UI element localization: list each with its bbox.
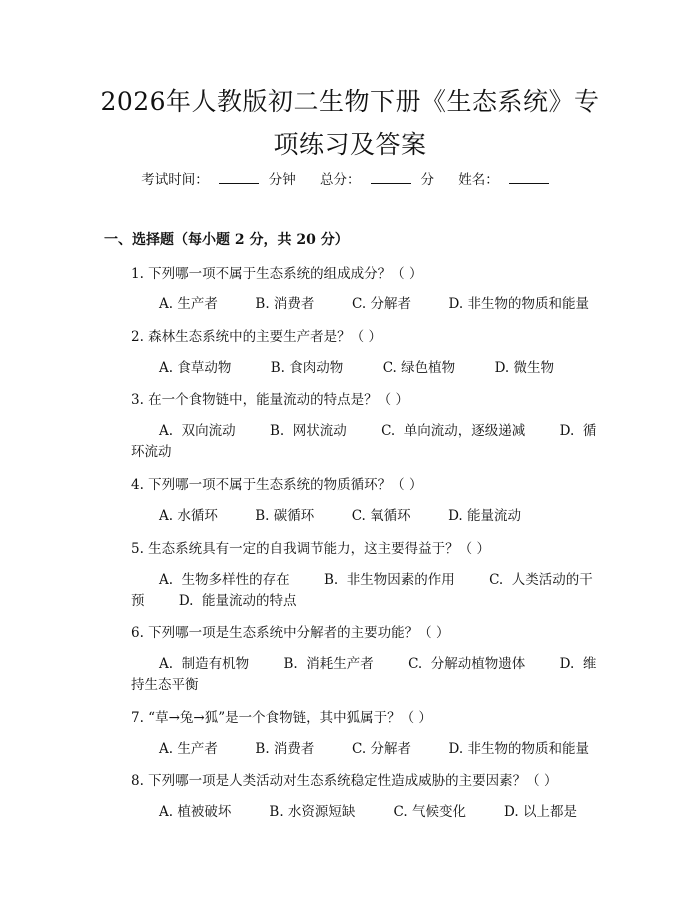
question-6: 6. 下列哪一项是生态系统中分解者的主要功能？（ ） (131, 625, 450, 641)
question-3: 3. 在一个食物链中，能量流动的特点是？（ ） (131, 392, 409, 408)
option-a: A. 水循环 (159, 508, 218, 524)
section-title: 一、选择题（每小题 2 分，共 20 分） (104, 232, 349, 248)
time-blank (219, 171, 259, 184)
option-d: D. 非生物的物质和能量 (448, 741, 589, 757)
name-label: 姓名： (458, 172, 499, 188)
question-2-options (159, 356, 554, 376)
option-c: C. 绿色植物 (382, 360, 456, 376)
score-blank (371, 171, 411, 184)
question-6-options-line1: A. 制造有机物 B. 消耗生产者 C. 分解动植物遗体 D. 维 (159, 656, 597, 672)
question-7: 7. “草→兔→狐”是一个食物链，其中狐属于？（ ） (131, 710, 432, 726)
option-b: B. 碳循环 (255, 508, 315, 524)
title-line-1: 2026年人教版初二生物下册《生态系统》专 (100, 87, 600, 116)
question-5-options-line2: 预 D. 能量流动的特点 (131, 593, 297, 609)
question-3-options-line2: 环流动 (131, 444, 172, 460)
exam-info (0, 168, 700, 188)
question-4: 4. 下列哪一项不属于生态系统的物质循环？（ ） (131, 477, 423, 493)
option-d: D. 微生物 (494, 360, 554, 376)
question-6-options-line2: 持生态平衡 (131, 677, 199, 693)
question-5: 5. 生态系统具有一定的自我调节能力，这主要得益于？（ ） (131, 541, 490, 557)
total-score (320, 172, 434, 188)
score-label: 总分： (320, 172, 361, 188)
question-3-options-line1: A. 双向流动 B. 网状流动 C. 单向流动，逐级递减 D. 循 (159, 423, 597, 439)
option-b: B. 消费者 (255, 741, 315, 757)
time-label: 考试时间： (141, 172, 209, 188)
option-d: D. 能量流动 (448, 508, 521, 524)
score-unit: 分 (420, 172, 434, 188)
option-a: A. 植被破坏 (159, 804, 232, 820)
document-title (60, 80, 640, 166)
option-d: D. 非生物的物质和能量 (448, 296, 589, 312)
option-b: B. 水资源短缺 (269, 804, 356, 820)
option-c: C. 分解者 (352, 741, 411, 757)
option-c: C. 氧循环 (351, 508, 411, 524)
name-blank (509, 171, 549, 184)
question-1-options (159, 292, 589, 312)
question-2: 2. 森林生态系统中的主要生产者是？（ ） (131, 329, 382, 345)
exam-time (141, 172, 296, 188)
question-4-options (159, 504, 521, 524)
option-c: C. 气候变化 (393, 804, 466, 820)
option-b: B. 食肉动物 (270, 360, 344, 376)
question-7-options (159, 737, 589, 757)
student-name (458, 172, 559, 188)
option-a: A. 生产者 (159, 296, 218, 312)
question-5-options-line1: A. 生物多样性的存在 B. 非生物因素的作用 C. 人类活动的干 (159, 572, 593, 588)
option-c: C. 分解者 (352, 296, 411, 312)
question-1: 1. 下列哪一项不属于生态系统的组成成分？（ ） (131, 266, 423, 282)
question-8-options (159, 800, 577, 820)
option-a: A. 生产者 (159, 741, 218, 757)
question-8: 8. 下列哪一项是人类活动对生态系统稳定性造成威胁的主要因素？（ ） (131, 773, 558, 789)
time-unit: 分钟 (268, 172, 296, 188)
option-a: A. 食草动物 (159, 360, 232, 376)
title-line-2: 项练习及答案 (273, 130, 427, 159)
option-d: D. 以上都是 (504, 804, 577, 820)
option-b: B. 消费者 (255, 296, 315, 312)
